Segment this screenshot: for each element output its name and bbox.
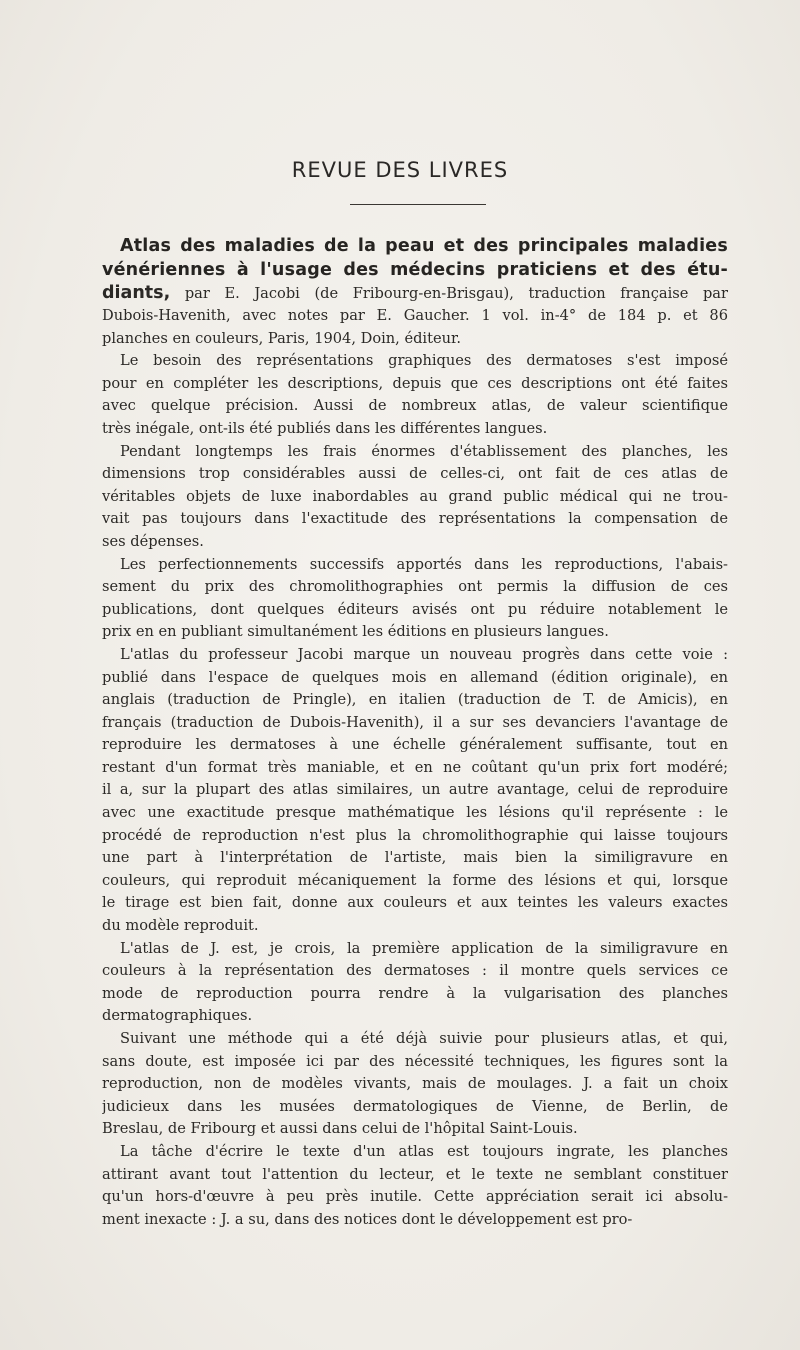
book-review [102,234,728,1231]
paragraph-line: il a, sur la plupart des atlas similaires, un autre avantage, celui de reproduire [102,781,728,799]
paragraph-line: couleurs à la représentation des dermatoses : il montre quels services ce [102,962,728,980]
paragraph-line: français (traduction de Dubois-Havenith), il a sur ses devanciers l'avantage de [102,713,728,731]
review-citation-text: par E. Jacobi (de Fribourg-en-Brisgau), traduction française par [170,285,728,302]
paragraph-line: pour en compléter les descriptions, depuis que ces descriptions ont été faites [102,374,728,392]
paragraph-line: véritables objets de luxe inabordables au grand public médical qui ne trou- [102,487,728,505]
heading-rule [350,204,486,205]
paragraph-line: sement du prix des chromolithographies ont permis la diffusion de ces [102,578,728,596]
section-heading: REVUE DES LIVRES [291,158,509,182]
review-title-end: diants, [102,283,171,303]
paragraph-line: du modèle reproduit. [102,917,259,935]
paragraph-line: une part à l'interprétation de l'artiste, mais bien la similigravure en [102,849,728,867]
paragraph-line: anglais (traduction de Pringle), en italien (traduction de T. de Amicis), en [102,691,728,709]
paragraph-line: avec une exactitude presque mathématique les lésions qu'il représente : le [102,804,728,822]
paragraph-line: dermatographiques. [102,1007,253,1025]
paragraph-line: Suivant une méthode qui a été déjà suivie pour plusieurs atlas, et qui, [120,1030,728,1047]
paragraph-line: procédé de reproduction n'est plus la chromolithographie qui laisse toujours [102,826,728,844]
paragraph-line: restant d'un format très maniable, et en ne coûtant qu'un prix fort modéré; [102,758,728,776]
paragraph-line: Les perfectionnements successifs apportés dans les reproductions, l'abais- [120,555,728,573]
paragraph-line: dimensions trop considérables aussi de celles-ci, ont fait de ces atlas de [102,465,728,483]
paragraph-line: Le besoin des représentations graphiques des dermatoses s'est imposé [120,352,728,370]
paragraph-line: Breslau, de Fribourg et aussi dans celui de l'hôpital Saint-Louis. [102,1120,578,1138]
paragraph-line: reproduire les dermatoses à une échelle généralement suffisante, tout en [102,736,728,754]
paragraph-line: prix en en publiant simultanément les éditions en plusieurs langues. [102,623,609,641]
review-body [102,350,728,1231]
paragraph-line: mode de reproduction pourra rendre à la vulgarisation des planches [102,984,728,1002]
paragraph-line: qu'un hors-d'œuvre à peu près inutile. Cette appréciation serait ici absolu- [102,1188,728,1206]
paragraph-line: ment inexacte : J. a su, dans des notices dont le développement est pro- [102,1210,633,1228]
paragraph-line: publications, dont quelques éditeurs avisés ont pu réduire notablement le [102,600,728,618]
paragraph-line: le tirage est bien fait, donne aux couleurs et aux teintes les valeurs exactes [102,894,728,912]
paragraph-line: vait pas toujours dans l'exactitude des représentations la compensation de [102,510,728,528]
paragraph-line: judicieux dans les musées dermatologiques de Vienne, de Berlin, de [102,1097,728,1115]
review-title-line: Atlas des maladies de la peau et des principales maladies [120,236,728,256]
review-title-line: vénériennes à l'usage des médecins praticiens et des étu- [102,260,728,280]
paragraph-line: La tâche d'écrire le texte d'un atlas est toujours ingrate, les planches [120,1142,728,1160]
paragraph-line: avec quelque précision. Aussi de nombreux atlas, de valeur scientifique [102,397,728,415]
paragraph-line: reproduction, non de modèles vivants, mais de moulages. J. a fait un choix [102,1075,728,1093]
paragraph-line: publié dans l'espace de quelques mois en allemand (édition originale), en [102,668,728,686]
paragraph-line: L'atlas du professeur Jacobi marque un nouveau progrès dans cette voie : [120,645,728,663]
paragraph-line: très inégale, ont-ils été publiés dans les différentes langues. [102,419,548,437]
paragraph-line: ses dépenses. [102,532,204,550]
review-citation-line [102,282,728,305]
paragraph-line: couleurs, qui reproduit mécaniquement la forme des lésions et qui, lorsque [102,871,728,889]
review-citation-line: Dubois-Havenith, avec notes par E. Gaucher. 1 vol. in-4° de 184 p. et 86 [102,307,728,324]
review-citation-line: planches en couleurs, Paris, 1904, Doin, éditeur. [102,329,462,347]
paragraph-line: sans doute, est imposée ici par des nécessité techniques, les figures sont la [102,1052,728,1070]
paragraph-line: Pendant longtemps les frais énormes d'établissement des planches, les [120,442,728,460]
paragraph-line: attirant avant tout l'attention du lecteur, et le texte ne semblant constituer [102,1165,728,1183]
paragraph-line: L'atlas de J. est, je crois, la première application de la similigravure en [120,939,728,957]
